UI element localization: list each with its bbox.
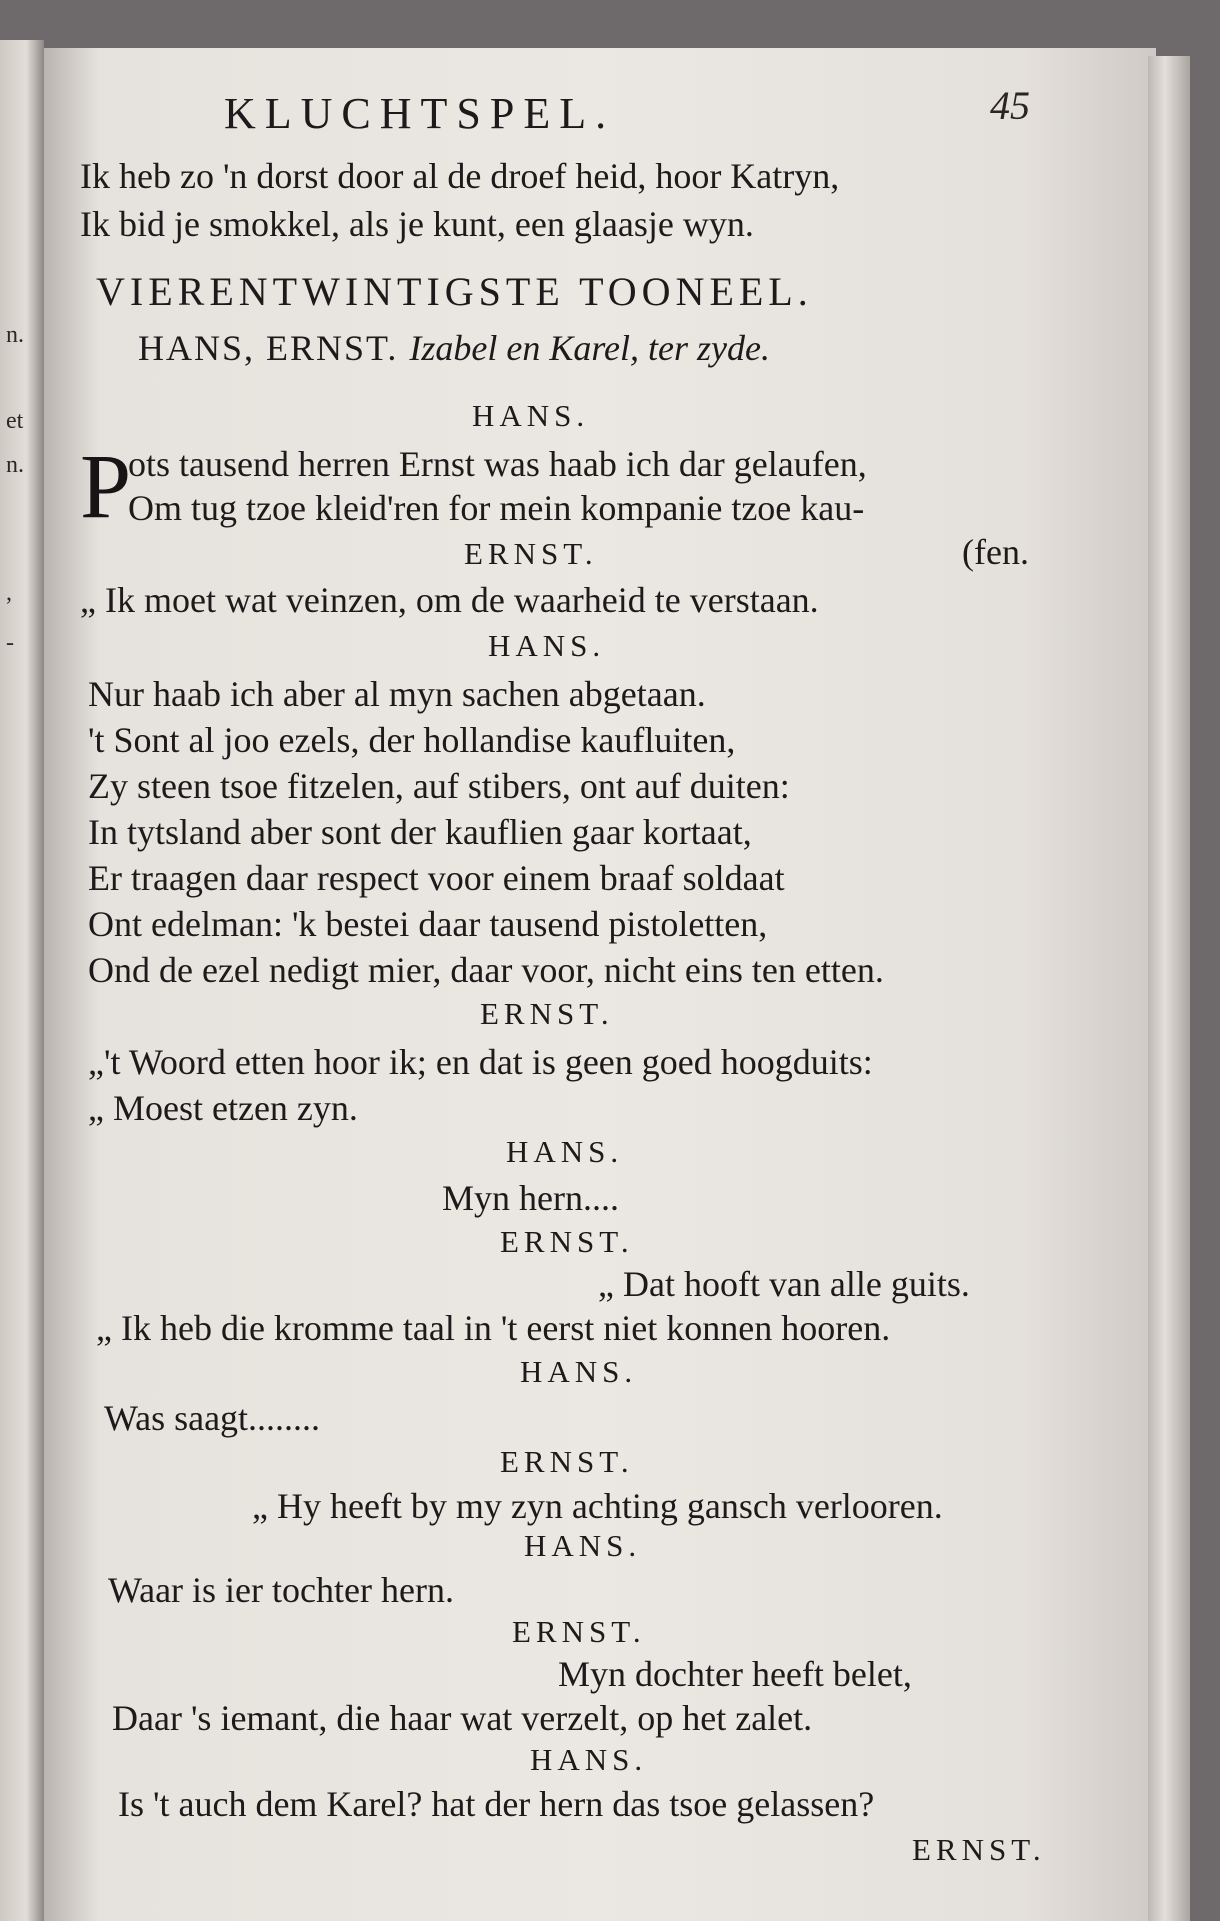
verse-line: Is 't auch dem Karel? hat der hern das tsoe gelassen? [118,1784,875,1824]
page-stack-edge [1148,56,1190,1921]
verse-line: „ Moest etzen zyn. [88,1088,358,1128]
verse-line: ots tausend herren Ernst was haab ich dar gelaufen, [128,444,867,484]
verse-line: Ond de ezel nedigt mier, daar voor, nicht eins ten etten. [88,950,884,990]
speaker-name: HANS. [524,1528,642,1563]
verse-line: „ Dat hooft van alle guits. [598,1264,970,1304]
verse-line: Ik heb zo 'n dorst door al de droef heid, hoor Katryn, [80,156,840,196]
verse-line: Myn hern.... [442,1178,619,1218]
speaker-name: ERNST. [500,1224,634,1259]
left-page-fragment: n. [6,322,24,348]
left-page-fragment: , [6,580,12,606]
speaker-name: ERNST. [464,536,598,571]
verse-line: Ik bid je smokkel, als je kunt, een glaasje wyn. [80,204,754,244]
verse-line-turnover: (fen. [962,532,1029,572]
verse-line: „'t Woord etten hoor ik; en dat is geen goed hoogduits: [88,1042,873,1082]
speaker-name: ERNST. [500,1444,634,1479]
drop-cap: P [80,435,132,537]
verse-line: Ont edelman: 'k bestei daar tausend pistoletten, [88,904,768,944]
verse-line: Waar is ier tochter hern. [108,1570,454,1610]
left-page-fragment: n. [6,452,24,478]
verse-line: Er traagen daar respect voor einem braaf soldaat [88,858,785,898]
catchword: ERNST. [912,1832,1046,1867]
verse-line: „ Ik heb die kromme taal in 't eerst niet konnen hooren. [96,1308,891,1348]
cast-aside: Izabel en Karel, ter zyde. [409,328,770,368]
verse-line: Myn dochter heeft belet, [558,1654,912,1694]
page-number: 45 [990,83,1030,128]
speaker-name: ERNST. [512,1614,646,1649]
speaker-name: HANS. [472,398,590,433]
cast-names: HANS, ERNST. [138,328,399,368]
left-page-fragment: et [6,408,24,434]
scene-title: VIERENTWINTIGSTE TOONEEL. [96,269,813,314]
verse-line: „ Ik moet wat veinzen, om de waarheid te verstaan. [80,580,819,620]
verse-line: Was saagt........ [104,1398,321,1438]
verse-line: Nur haab ich aber al myn sachen abgetaan. [88,674,706,714]
verse-line: In tytsland aber sont der kauflien gaar kortaat, [88,812,752,852]
cast-list [138,330,770,366]
verse-line: Daar 's iemant, die haar wat verzelt, op het zalet. [112,1698,813,1738]
verse-line: „ Hy heeft by my zyn achting gansch verlooren. [252,1486,943,1526]
speaker-name: HANS. [488,628,606,663]
verse-line: Zy steen tsoe fitzelen, auf stibers, ont auf duiten: [88,766,790,806]
left-page-edge [0,40,44,1921]
speaker-name: HANS. [530,1742,648,1777]
speaker-name: HANS. [506,1134,624,1169]
verse-line: Om tug tzoe kleid'ren for mein kompanie tzoe kau- [128,488,865,528]
running-header: KLUCHTSPEL. [224,89,616,138]
left-page-fragment: - [6,630,14,656]
speaker-name: HANS. [520,1354,638,1389]
speaker-name: ERNST. [480,996,614,1031]
verse-line: 't Sont al joo ezels, der hollandise kaufluiten, [88,720,736,760]
